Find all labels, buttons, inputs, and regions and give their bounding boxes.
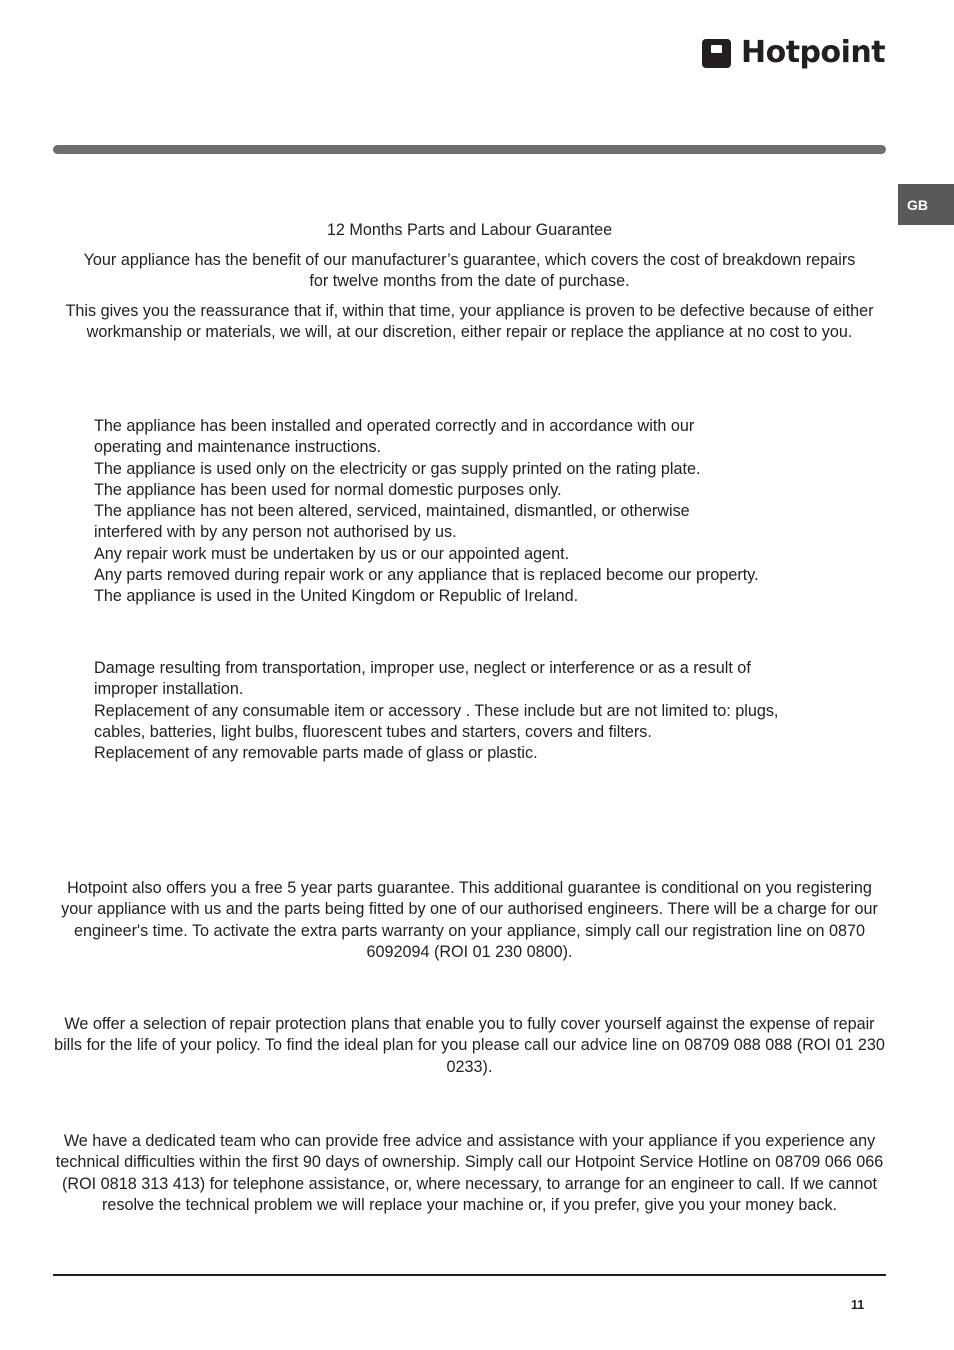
list-item: Replacement of any removable parts made of glass or plastic. [94, 744, 538, 763]
list-item: The appliance is used in the United Kingdom or Republic of Ireland. [94, 587, 579, 606]
list-item: The appliance has been installed and operated correctly and in accordance with our operating and maintenance instructions. [94, 417, 695, 457]
list-item: Damage resulting from transportation, improper use, neglect or interference or as a result of improper installation. [94, 659, 751, 699]
guarantee-exclusions-list [94, 658, 829, 764]
language-tab: GB [898, 184, 954, 225]
hotpoint-logo-icon [702, 39, 731, 68]
guarantee-intro: Your appliance has the benefit of our manufacturer’s guarantee, which covers the cost of breakdown repairs for twelve months from the date of purchase. [83, 251, 856, 291]
header-divider-bar [53, 145, 886, 154]
list-item: The appliance has been used for normal domestic purposes only. [94, 480, 562, 499]
page-number: 11 [851, 1298, 865, 1312]
guarantee-reassurance: This gives you the reassurance that if, within that time, your appliance is proven to be defective because of either workmanship or materials, we will, at our discretion, either repair or replace the appliance at no cost to you. [65, 302, 874, 342]
list-item: Replacement of any consumable item or accessory . These include but are not limited to: plugs, cables, batteries, light bulbs, fluorescent tubes and starters, covers and filters. [94, 701, 779, 741]
footer-divider [53, 1274, 886, 1276]
guarantee-conditions-list [94, 416, 759, 608]
protection-plans-text: We offer a selection of repair protection plans that enable you to fully cover yourself against the expense of repair bills for the life of your policy. To find the ideal plan for you please call our advice line on 08709 088 088 (ROI 01 230 0233). [54, 1015, 885, 1076]
list-item: Any parts removed during repair work or any appliance that is replaced become our property. [94, 566, 759, 585]
list-item: The appliance has not been altered, serviced, maintained, dismantled, or otherwise interfered with by any person not authorised by us. [94, 502, 690, 542]
list-item: Any repair work must be undertaken by us or our appointed agent. [94, 544, 570, 563]
brand-name: Hotpoint [741, 35, 886, 70]
parts-guarantee-text: Hotpoint also offers you a free 5 year parts guarantee. This additional guarantee is conditional on you registering your appliance with us and the parts being fitted by one of our authorised engineers. There will be a charge for our engineer's time. To activate the extra parts warranty on your appliance, simply call our registration line on 0870 6092094 (ROI 01 230 0800). [61, 879, 878, 961]
guarantee-title: 12 Months Parts and Labour Guarantee [326, 221, 613, 239]
brand-logo [702, 35, 886, 70]
list-item: The appliance is used only on the electricity or gas supply printed on the rating plate. [94, 459, 701, 478]
service-hotline-text: We have a dedicated team who can provide free advice and assistance with your appliance if you experience any technical difficulties within the first 90 days of ownership. Simply call our Hotpoint Service Hotline on 08709 066 066 (ROI 0818 313 413) for telephone assistance, or, where necessary, to arrange for an engineer to call. If we cannot resolve the technical problem we will replace your machine or, if you prefer, give you your money back. [55, 1132, 884, 1214]
